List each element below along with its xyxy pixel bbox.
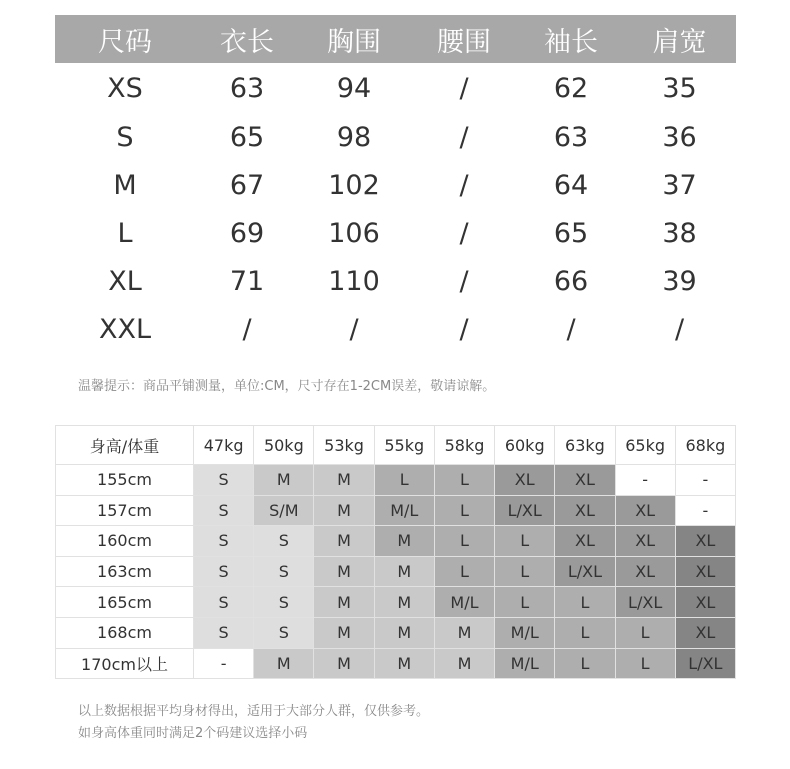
size-cell: 38 [662, 217, 697, 249]
size-cell: 62 [553, 72, 589, 104]
size-cell: 67 [229, 169, 265, 201]
size-cell: / [459, 313, 469, 345]
recommended-size-cell: S [194, 465, 254, 496]
recommended-size-cell: - [615, 465, 675, 496]
recommendation-header-row [56, 426, 736, 465]
size-cell: 65 [553, 217, 589, 249]
weight-header: 47kg [194, 426, 254, 465]
recommendation-row [56, 648, 736, 679]
recommended-size-cell: XL [615, 526, 675, 557]
size-chart-header-row [55, 15, 736, 63]
header-length: 衣长 [195, 15, 299, 63]
recommended-size-cell: M [374, 587, 434, 618]
size-cell: XS [107, 72, 143, 104]
size-cell: XL [108, 265, 142, 297]
recommended-size-cell: M [314, 495, 374, 526]
size-cell: / [459, 265, 469, 297]
recommended-size-cell: XL [675, 556, 735, 587]
size-cell: XXL [98, 313, 152, 345]
weight-header: 68kg [675, 426, 735, 465]
recommended-size-cell: L [434, 556, 494, 587]
size-cell: / [459, 169, 469, 201]
recommended-size-cell: M [374, 556, 434, 587]
header-sleeve: 袖长 [519, 15, 623, 63]
recommended-size-cell: M [374, 526, 434, 557]
recommended-size-cell: L [555, 648, 615, 679]
recommended-size-cell: L/XL [555, 556, 615, 587]
recommended-size-cell: M [314, 465, 374, 496]
size-cell: 66 [553, 265, 589, 297]
height-label: 160cm [56, 526, 194, 557]
recommendation-row [56, 587, 736, 618]
size-row [55, 63, 736, 113]
recommended-size-cell: S [194, 495, 254, 526]
recommended-size-cell: L [495, 587, 555, 618]
size-row [55, 161, 736, 209]
recommended-size-cell: L [434, 495, 494, 526]
recommended-size-cell: L/XL [615, 587, 675, 618]
size-cell: 102 [328, 169, 380, 201]
recommended-size-cell: L [555, 587, 615, 618]
size-cell: L [117, 217, 133, 249]
measurement-note: 温馨提示：商品平铺测量，单位:CM，尺寸存在1-2CM误差，敬请谅解。 [78, 379, 496, 394]
size-cell: 37 [662, 169, 697, 201]
size-cell: / [459, 72, 469, 104]
size-cell: 63 [229, 72, 265, 104]
recommended-size-cell: M [314, 526, 374, 557]
header-chest: 胸围 [299, 15, 409, 63]
size-row [55, 305, 736, 353]
recommended-size-cell: L/XL [495, 495, 555, 526]
size-cell: / [349, 313, 359, 345]
height-label: 165cm [56, 587, 194, 618]
size-cell: 71 [229, 265, 265, 297]
small-size-tip: 如身高体重同时满足2个码建议选择小码 [78, 726, 308, 741]
height-label: 157cm [56, 495, 194, 526]
recommended-size-cell: XL [615, 556, 675, 587]
size-cell: 63 [553, 121, 589, 153]
recommended-size-cell: S [194, 556, 254, 587]
size-cell: / [459, 121, 469, 153]
recommended-size-cell: M [314, 587, 374, 618]
recommended-size-cell: M [314, 617, 374, 648]
recommended-size-cell: XL [675, 526, 735, 557]
size-cell: 65 [229, 121, 265, 153]
size-row [55, 209, 736, 257]
recommended-size-cell: XL [675, 617, 735, 648]
recommended-size-cell: M [254, 465, 314, 496]
recommended-size-cell: L [434, 465, 494, 496]
size-cell: / [674, 313, 685, 345]
reference-note: 以上数据根据平均身材得出，适用于大部分人群，仅供参考。 [78, 704, 430, 719]
recommendation-row [56, 556, 736, 587]
size-cell: 64 [553, 169, 589, 201]
recommended-size-cell: S [194, 587, 254, 618]
recommendation-row [56, 526, 736, 557]
weight-header: 50kg [254, 426, 314, 465]
weight-header: 65kg [615, 426, 675, 465]
header-waist: 腰围 [409, 15, 519, 63]
size-cell: 69 [229, 217, 265, 249]
size-chart-table [55, 15, 736, 353]
recommended-size-cell: L [555, 617, 615, 648]
size-row [55, 257, 736, 305]
recommended-size-cell: - [194, 648, 254, 679]
recommended-size-cell: M [434, 648, 494, 679]
size-cell: / [566, 313, 576, 345]
recommended-size-cell: S [254, 556, 314, 587]
size-cell: S [116, 121, 134, 153]
recommended-size-cell: L [495, 556, 555, 587]
recommended-size-cell: - [675, 465, 735, 496]
recommended-size-cell: M/L [434, 587, 494, 618]
recommended-size-cell: - [675, 495, 735, 526]
recommended-size-cell: XL [615, 495, 675, 526]
weight-header: 63kg [555, 426, 615, 465]
recommendation-body [56, 465, 736, 679]
recommended-size-cell: M/L [495, 648, 555, 679]
size-cell: / [459, 217, 469, 249]
corner-label: 身高/体重 [56, 426, 194, 465]
size-cell: 106 [328, 217, 380, 249]
weight-header: 53kg [314, 426, 374, 465]
weight-header: 55kg [374, 426, 434, 465]
recommendation-row [56, 617, 736, 648]
recommended-size-cell: XL [555, 526, 615, 557]
size-row [55, 113, 736, 161]
recommended-size-cell: L [615, 648, 675, 679]
recommended-size-cell: M [434, 617, 494, 648]
recommended-size-cell: S [194, 617, 254, 648]
size-cell: 110 [328, 265, 380, 297]
recommended-size-cell: M [374, 648, 434, 679]
size-cell: 39 [662, 265, 697, 297]
recommended-size-cell: L/XL [675, 648, 735, 679]
recommended-size-cell: M [314, 648, 374, 679]
recommended-size-cell: M [314, 556, 374, 587]
recommended-size-cell: L [374, 465, 434, 496]
recommended-size-cell: M/L [374, 495, 434, 526]
size-cell: M [113, 169, 137, 201]
recommended-size-cell: XL [495, 465, 555, 496]
header-shoulder: 肩宽 [623, 15, 736, 63]
recommended-size-cell: M/L [495, 617, 555, 648]
recommended-size-cell: L [615, 617, 675, 648]
recommended-size-cell: L [495, 526, 555, 557]
size-cell: / [242, 313, 252, 345]
recommended-size-cell: M [254, 648, 314, 679]
size-cell: 35 [662, 72, 697, 104]
height-label: 170cm以上 [56, 648, 194, 679]
height-label: 168cm [56, 617, 194, 648]
recommendation-row [56, 495, 736, 526]
header-size: 尺码 [55, 15, 195, 63]
height-label: 163cm [56, 556, 194, 587]
recommended-size-cell: L [434, 526, 494, 557]
weight-header: 60kg [495, 426, 555, 465]
recommended-size-cell: S [254, 587, 314, 618]
recommended-size-cell: XL [555, 495, 615, 526]
height-label: 155cm [56, 465, 194, 496]
size-cell: 94 [336, 72, 372, 104]
recommended-size-cell: XL [675, 587, 735, 618]
recommended-size-cell: S [194, 526, 254, 557]
size-cell: 98 [336, 121, 372, 153]
size-chart-body [55, 63, 736, 353]
size-recommendation-table [55, 425, 736, 679]
recommended-size-cell: S [254, 526, 314, 557]
recommended-size-cell: XL [555, 465, 615, 496]
recommended-size-cell: M [374, 617, 434, 648]
weight-header: 58kg [434, 426, 494, 465]
size-cell: 36 [662, 121, 697, 153]
recommendation-row [56, 465, 736, 496]
recommended-size-cell: S [254, 617, 314, 648]
recommended-size-cell: S/M [254, 495, 314, 526]
